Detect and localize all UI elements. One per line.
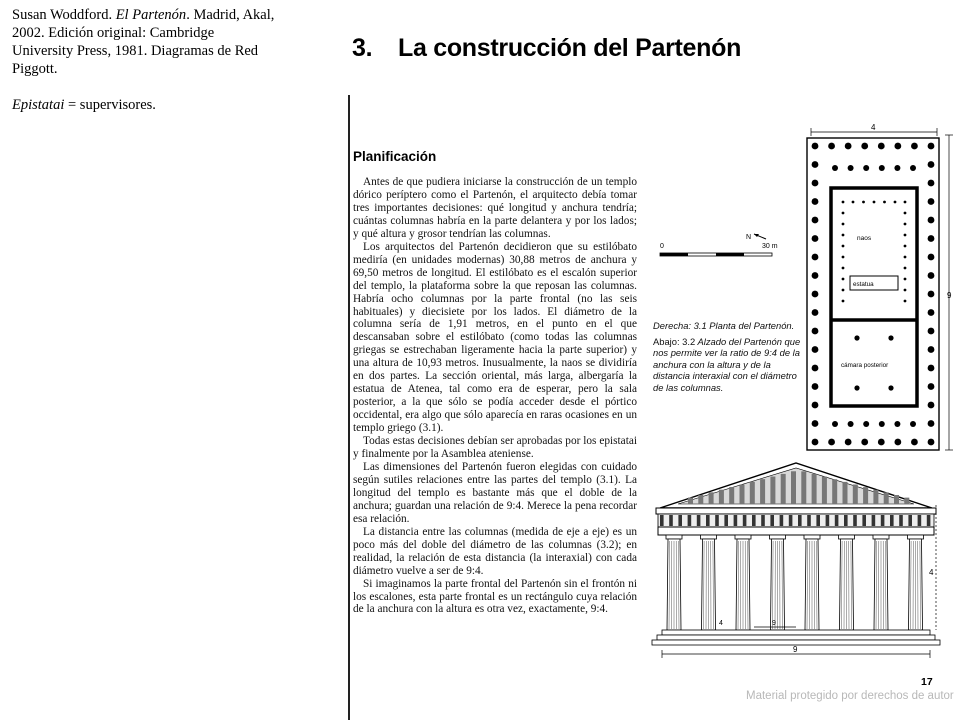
triglyph: [816, 515, 820, 526]
pediment-figure: [853, 484, 858, 504]
naos-column: [862, 201, 865, 204]
pediment-figure: [688, 498, 693, 504]
triglyph: [715, 515, 719, 526]
triglyph: [927, 515, 931, 526]
page-number: 17: [921, 676, 933, 688]
triglyph: [669, 515, 673, 526]
peristyle-column: [845, 143, 852, 150]
peristyle-column: [928, 254, 935, 261]
triglyph: [918, 515, 922, 526]
page-edge-line: [348, 95, 350, 720]
peristyle-column: [928, 328, 935, 335]
porch-column: [910, 421, 916, 427]
naos-column: [904, 300, 907, 303]
copyright-watermark: Material protegido por derechos de autor: [746, 690, 954, 702]
peristyle-column: [812, 291, 819, 298]
naos-column: [842, 289, 845, 292]
chapter-number: 3.: [352, 34, 373, 62]
porch-column: [879, 165, 885, 171]
naos-column: [904, 245, 907, 248]
porch-column: [894, 165, 900, 171]
chapter-title-text: La construcción del Partenón: [398, 34, 742, 62]
north-arrow-icon: [746, 234, 766, 241]
paragraph-5: La distancia entre las columnas (medida de eje a eje) es un poco más del doble del diámetro de las columnas (3.2); en realidad, la relación de esta distancia (la interaxial) con cada diámetro vuelve a ser de 9:4.: [353, 525, 637, 577]
column-capital: [770, 535, 786, 539]
figure-caption-plan: [653, 320, 803, 332]
section-heading: Planificación: [353, 149, 437, 164]
naos-column: [842, 245, 845, 248]
peristyle-column: [861, 143, 868, 150]
rear-room-column: [888, 335, 893, 340]
peristyle-column: [812, 383, 819, 390]
parthenon-elevation: [648, 455, 944, 665]
triglyph: [761, 515, 765, 526]
porch-column: [848, 165, 854, 171]
pediment-figure: [791, 471, 796, 504]
pediment-figure: [822, 477, 827, 504]
peristyle-column: [845, 439, 852, 446]
column-capital: [873, 535, 889, 539]
figure-caption-plan-text: Planta del Partenón.: [709, 320, 795, 331]
peristyle-column: [812, 161, 819, 168]
caption-book-title: El Partenón: [115, 7, 187, 23]
peristyle-column: [828, 439, 835, 446]
pediment-figure: [709, 492, 714, 504]
paragraph-1: Antes de que pudiera iniciarse la construcción de un templo dórico períptero como el Partenón, el arquitecto debía tomar tres importantes decisiones: qué longitud y anchura tendría; cuántas columnas habría en la parte delantera y por los lados; y qué altura y grosor tendrían las columnas.: [353, 176, 637, 240]
triglyph: [743, 515, 747, 526]
peristyle-column: [861, 439, 868, 446]
peristyle-column: [928, 309, 935, 316]
peristyle-column: [928, 235, 935, 242]
triglyph: [862, 515, 866, 526]
peristyle-column: [928, 346, 935, 353]
pediment-figure: [832, 479, 837, 504]
naos-column: [842, 201, 845, 204]
naos-column: [842, 256, 845, 259]
pediment-figure: [904, 498, 909, 504]
paragraph-6: Si imaginamos la parte frontal del Partenón sin el frontón ni los escalones, esta parte frontal es un rectángulo cuya relación de la anchura con la altura es otra vez, exactamente, 9:4.: [353, 577, 637, 616]
peristyle-column: [812, 143, 819, 150]
book-page-scan: [348, 0, 960, 720]
peristyle-column: [928, 365, 935, 372]
body-text: [353, 176, 637, 616]
naos-column: [904, 278, 907, 281]
parthenon-floor-plan: [789, 120, 959, 465]
naos-column: [904, 223, 907, 226]
peristyle-column: [878, 143, 885, 150]
pediment-figure: [884, 492, 889, 504]
column-capital: [735, 535, 751, 539]
caption-line-4: Piggott.: [12, 61, 58, 77]
column-capital: [839, 535, 855, 539]
figure-caption-plan-label: Derecha: 3.1: [653, 320, 707, 331]
naos-column: [842, 234, 845, 237]
triglyph: [835, 515, 839, 526]
naos-column: [904, 201, 907, 204]
chapter-title: [352, 34, 741, 63]
peristyle-column: [812, 217, 819, 224]
naos-column: [842, 223, 845, 226]
peristyle-column: [812, 439, 819, 446]
rear-room-column: [854, 335, 859, 340]
triglyph: [724, 515, 728, 526]
porch-column: [863, 421, 869, 427]
porch-column: [863, 165, 869, 171]
statue-label: estatua: [853, 281, 874, 288]
peristyle-column: [928, 291, 935, 298]
naos-column: [842, 212, 845, 215]
scale-start-label: 0: [660, 243, 664, 250]
peristyle-column: [812, 309, 819, 316]
peristyle-column: [928, 439, 935, 446]
porch-column: [910, 165, 916, 171]
triglyph: [826, 515, 830, 526]
figure-caption-elevation-label: Abajo: 3.2: [653, 335, 696, 347]
triglyph: [798, 515, 802, 526]
triglyph: [734, 515, 738, 526]
pediment-figure: [750, 482, 755, 504]
pediment-figure: [812, 474, 817, 504]
naos-column: [883, 201, 886, 204]
triglyph: [770, 515, 774, 526]
column-capital: [908, 535, 924, 539]
pediment-figure: [863, 487, 868, 504]
caption-line-1: [12, 6, 342, 24]
peristyle-column: [928, 143, 935, 150]
triglyph: [780, 515, 784, 526]
peristyle-column: [812, 365, 819, 372]
naos-column: [842, 278, 845, 281]
pediment-figure: [801, 471, 806, 504]
paragraph-3: Todas estas decisiones debían ser aprobadas por los epistatai y finalmente por la Asamblea ateniense.: [353, 435, 637, 461]
triglyph: [706, 515, 710, 526]
triglyph: [807, 515, 811, 526]
porch-column: [832, 421, 838, 427]
figure-caption-elevation-text: Alzado del Partenón que nos permite ver la ratio de 9:4 de la anchura con la altura y de la distancia interaxial con el diámetro de las columnas.: [653, 335, 801, 393]
naos-column: [904, 234, 907, 237]
elevation-width-label: 9: [793, 645, 798, 654]
peristyle-column: [894, 439, 901, 446]
scale-end-label: 30 m: [762, 243, 778, 250]
triglyph: [908, 515, 912, 526]
rear-room-column: [854, 385, 859, 390]
triglyph: [853, 515, 857, 526]
caption-line-3: University Press, 1981. Diagramas de Red: [12, 43, 259, 59]
figure-caption-elevation: [653, 336, 803, 394]
pediment-figure: [740, 484, 745, 504]
glossary-definition: = supervisores.: [64, 97, 156, 113]
naos-column: [842, 267, 845, 270]
caption-author: Susan Woddford.: [12, 7, 113, 23]
peristyle-column: [812, 328, 819, 335]
scale-bar: [656, 230, 786, 264]
triglyph: [678, 515, 682, 526]
column-capital: [804, 535, 820, 539]
peristyle-column: [911, 143, 918, 150]
naos-column: [842, 300, 845, 303]
peristyle-column: [812, 346, 819, 353]
triglyph: [660, 515, 664, 526]
peristyle-column: [928, 420, 935, 427]
peristyle-column: [812, 402, 819, 409]
plan-width-label: 4: [871, 123, 876, 132]
peristyle-column: [928, 180, 935, 187]
column-capital: [666, 535, 682, 539]
triglyph: [697, 515, 701, 526]
peristyle-column: [928, 198, 935, 205]
peristyle-column: [812, 272, 819, 279]
naos-column: [873, 201, 876, 204]
pediment-figure: [729, 487, 734, 504]
north-label: N: [746, 234, 752, 241]
caption-line-2: 2002. Edición original: Cambridge: [12, 25, 215, 41]
peristyle-column: [928, 272, 935, 279]
peristyle-column: [812, 180, 819, 187]
porch-column: [894, 421, 900, 427]
glossary-note: [12, 96, 342, 114]
naos-column: [852, 201, 855, 204]
peristyle-column: [812, 420, 819, 427]
naos-label: naos: [857, 235, 872, 242]
triglyph: [752, 515, 756, 526]
triglyph: [899, 515, 903, 526]
paragraph-4: Las dimensiones del Partenón fueron elegidas con cuidado según sutiles relaciones entre las partes del templo (3.1). La longitud del templo es bastante más que el doble de la anchura; guardan una relación de 9:4. Merece la pena recordar esa relación.: [353, 460, 637, 525]
naos-column: [904, 267, 907, 270]
peristyle-column: [828, 143, 835, 150]
pediment-figure: [781, 474, 786, 504]
elevation-height-label: 4: [929, 568, 934, 577]
porch-column: [832, 165, 838, 171]
peristyle-column: [911, 439, 918, 446]
peristyle-column: [812, 198, 819, 205]
pediment-figure: [719, 490, 724, 504]
column-capital: [701, 535, 717, 539]
pediment-figure: [698, 495, 703, 504]
triglyph: [688, 515, 692, 526]
plan-length-label: 9: [947, 291, 952, 300]
naos-column: [894, 201, 897, 204]
naos-column: [904, 212, 907, 215]
peristyle-column: [928, 161, 935, 168]
triglyph: [872, 515, 876, 526]
rear-room-column: [888, 385, 893, 390]
pediment-figure: [843, 482, 848, 504]
pediment-figure: [873, 490, 878, 504]
triglyph: [844, 515, 848, 526]
peristyle-column: [894, 143, 901, 150]
porch-column: [848, 421, 854, 427]
triglyph: [789, 515, 793, 526]
peristyle-column: [928, 383, 935, 390]
rear-room-label: cámara posterior: [841, 362, 889, 369]
source-caption: [12, 6, 342, 114]
facade-columns: [666, 535, 924, 630]
porch-column: [879, 421, 885, 427]
naos-column: [904, 289, 907, 292]
peristyle-column: [928, 402, 935, 409]
figure-captions: [653, 320, 803, 398]
caption-line-1-rest: . Madrid, Akal,: [186, 7, 275, 23]
column-diameter-label: 4: [719, 620, 723, 627]
peristyle-column: [928, 217, 935, 224]
pediment-figure: [894, 495, 899, 504]
paragraph-2: Los arquitectos del Partenón decidieron que su estilóbato mediría (en unidades modernas) 30,88 metros de anchura y 69,50 metros de longitud. El estilóbato es el escalón superior del templo, la plataforma sobre la que reposan las columnas. Habría ocho columnas por la parte frontal (no las seis habituales) y diecisiete por los lados. El diámetro de la columna sería de 1,91 metros, en el punto en el que descansaban sobre el estilóbato (como todas las columnas griegas se estrechaban ligeramente hacia la parte superior) y una altura de 10,93 metros. Inusualmente, la naos se dividiría en dos partes. La sección oriental, más larga, albergaría la estatua de Atenea, tal como era de esperar, pero la sala posterior, a la que sólo se podía acceder desde el pórtico occidental, era algo que sólo aparecía en raras ocasiones en un templo griego (3.1).: [353, 240, 637, 435]
pediment-figure: [760, 479, 765, 504]
triglyph: [881, 515, 885, 526]
peristyle-column: [812, 254, 819, 261]
peristyle-column: [812, 235, 819, 242]
peristyle-column: [878, 439, 885, 446]
naos-column: [904, 256, 907, 259]
pediment-figure: [770, 477, 775, 504]
triglyph: [890, 515, 894, 526]
interaxial-label: 9: [772, 620, 776, 627]
glossary-term: Epistatai: [12, 97, 65, 113]
